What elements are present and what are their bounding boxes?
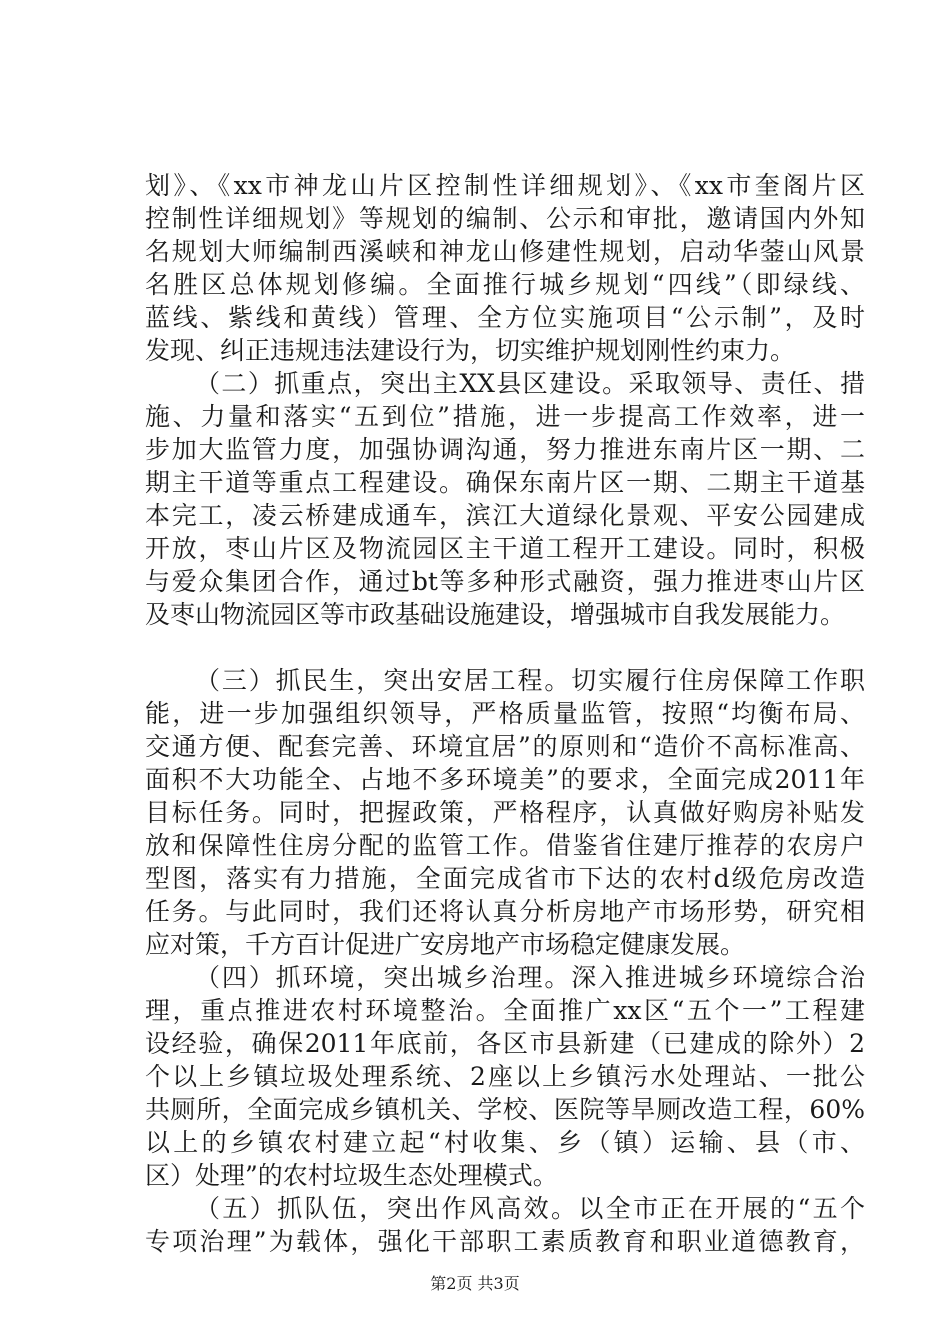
text-line: 蓝线、紫线和黄线）管理、全方位实施项目“公示制”，及时 — [145, 303, 865, 332]
text-line: （五）抓队伍，突出作风高效。以全市正在开展的“五个 — [195, 1194, 865, 1223]
text-line: 期主干道等重点工程建设。确保东南片区一期、二期主干道基 — [145, 468, 865, 497]
text-line: 发现、纠正违规违法建设行为，切实维护规划刚性约束力。 — [145, 336, 796, 365]
text-line: 目标任务。同时，把握政策，严格程序，认真做好购房补贴发 — [145, 798, 865, 827]
text-line: 名胜区总体规划修编。全面推行城乡规划“四线”（即绿线、 — [145, 270, 865, 299]
text-line: 共厕所，全面完成乡镇机关、学校、医院等旱厕改造工程，60% — [145, 1095, 865, 1124]
text-line: 步加大监管力度，加强协调沟通，努力推进东南片区一期、二 — [145, 435, 865, 464]
text-line: 放和保障性住房分配的监管工作。借鉴省住建厅推荐的农房户 — [145, 831, 865, 860]
text-line: 施、力量和落实“五到位”措施，进一步提高工作效率，进一 — [145, 402, 865, 431]
paragraph-spacer — [145, 631, 865, 664]
text-line: 个以上乡镇垃圾处理系统、2座以上乡镇污水处理站、一批公 — [145, 1062, 865, 1091]
text-line: 能，进一步加强组织领导，严格质量监管，按照“均衡布局、 — [145, 699, 865, 728]
text-line: 任务。与此同时，我们还将认真分析房地产市场形势，研究相 — [145, 897, 865, 926]
text-line: 本完工，凌云桥建成通车，滨江大道绿化景观、平安公园建成 — [145, 501, 865, 530]
text-line: （二）抓重点，突出主XX县区建设。采取领导、责任、措 — [195, 369, 865, 398]
page-number-footer: 第2页 共3页 — [430, 1274, 520, 1293]
text-line: （三）抓民生，突出安居工程。切实履行住房保障工作职 — [195, 666, 865, 695]
text-line: 应对策，千方百计促进广安房地产市场稳定健康发展。 — [145, 930, 746, 959]
paragraph-key-projects — [145, 367, 865, 631]
text-line: 交通方便、配套完善、环境宜居”的原则和“造价不高标准高、 — [145, 732, 865, 761]
text-line: 理，重点推进农村环境整治。全面推广xx区“五个一”工程建 — [145, 996, 865, 1025]
document-body — [145, 169, 865, 1258]
text-line: 名规划大师编制西溪峡和神龙山修建性规划，启动华蓥山风景 — [145, 237, 865, 266]
text-line: （四）抓环境，突出城乡治理。深入推进城乡环境综合治 — [195, 963, 865, 992]
paragraph-planning — [145, 169, 865, 367]
paragraph-team — [145, 1192, 865, 1258]
paragraph-environment — [145, 961, 865, 1192]
text-line: 区）处理”的农村垃圾生态处理模式。 — [145, 1161, 558, 1190]
text-line: 及枣山物流园区等市政基础设施建设，增强城市自我发展能力。 — [145, 600, 846, 629]
text-line: 以上的乡镇农村建立起“村收集、乡（镇）运输、县（市、 — [145, 1128, 865, 1157]
text-line: 面积不大功能全、占地不多环境美”的要求，全面完成2011年 — [145, 765, 865, 794]
text-line: 设经验，确保2011年底前，各区市县新建（已建成的除外）2 — [145, 1029, 865, 1058]
text-line: 专项治理”为载体，强化干部职工素质教育和职业道德教育， — [145, 1227, 865, 1256]
text-line: 控制性详细规划》等规划的编制、公示和审批，邀请国内外知 — [145, 204, 865, 233]
text-line: 型图，落实有力措施，全面完成省市下达的农村d级危房改造 — [145, 864, 865, 893]
text-line: 划》、《xx市神龙山片区控制性详细规划》、《xx市奎阁片区 — [145, 171, 865, 200]
text-line: 与爱众集团合作，通过bt等多种形式融资，强力推进枣山片区 — [145, 567, 865, 596]
paragraph-housing — [145, 664, 865, 961]
text-line: 开放，枣山片区及物流园区主干道工程开工建设。同时，积极 — [145, 534, 865, 563]
